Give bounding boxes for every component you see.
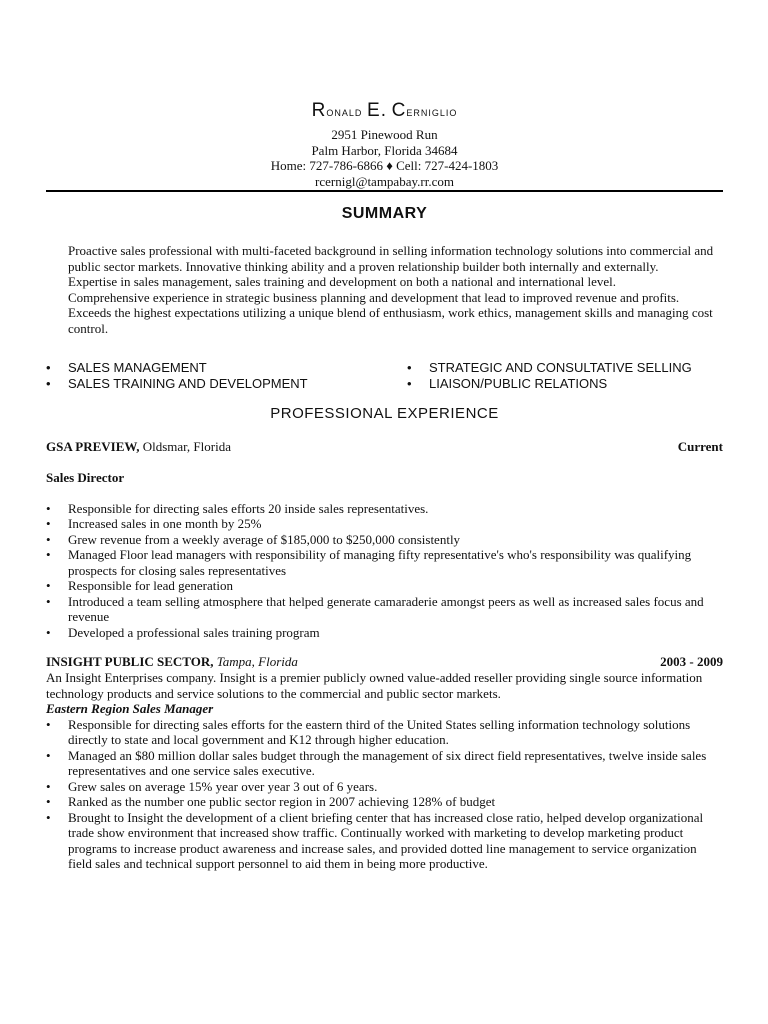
skill-item: • LIAISON/PUBLIC RELATIONS <box>407 376 692 392</box>
job-bullet: • Ranked as the number one public sector region in 2007 achieving 128% of budget <box>46 794 723 810</box>
candidate-name: Ronald E. Cerniglio <box>311 100 458 121</box>
job-bullet: • Developed a professional sales training program <box>46 625 723 641</box>
job-entry-gsa <box>46 439 723 640</box>
phone-line: Home: 727-786-6866 ♦ Cell: 727-424-1803 <box>270 158 499 173</box>
email-line: rcernigl@tampabay.rr.com <box>315 173 454 189</box>
skill-item: • SALES MANAGEMENT <box>46 360 308 376</box>
job-bullet: • Grew sales on average 15% year over year 3 out of 6 years. <box>46 779 723 795</box>
job-bullets <box>46 501 723 641</box>
job-header <box>46 439 723 455</box>
job-title: Eastern Region Sales Manager <box>46 701 214 716</box>
header-divider <box>46 190 723 192</box>
job-entry-insight <box>46 654 723 872</box>
job-bullet: • Introduced a team selling atmosphere that helped generate camaraderie amongst peers as well as increased sales focus and revenue <box>46 594 723 625</box>
company-name: INSIGHT PUBLIC SECTOR, <box>46 654 214 669</box>
summary-paragraph: Proactive sales professional with multi-faceted background in selling information technology solutions into commercial and public sector markets. Innovative thinking ability and a proven relationship builder both internally and externally. <box>68 243 714 274</box>
experience-heading: PROFESSIONAL EXPERIENCE <box>270 405 499 422</box>
address-line-1: 2951 Pinewood Run <box>331 127 438 142</box>
job-bullet: • Grew revenue from a weekly average of $185,000 to $250,000 consistently <box>46 532 723 548</box>
skill-item: • SALES TRAINING AND DEVELOPMENT <box>46 376 308 392</box>
job-bullet: • Responsible for directing sales efforts for the eastern third of the United States selling information technology solutions directly to state and local government and K12 through higher education. <box>46 717 723 748</box>
company-location: Tampa, Florida <box>216 654 298 669</box>
job-bullet: • Managed Floor lead managers with responsibility of managing fifty representative's who's responsibility was qualifying prospects for closing sales representatives <box>46 547 723 578</box>
job-header <box>46 654 723 670</box>
summary-paragraph: Expertise in sales management, sales training and development on both a national and international level. <box>68 274 616 289</box>
job-title: Sales Director <box>46 470 125 485</box>
company-location: Oldsmar, Florida <box>142 439 231 454</box>
job-bullet: • Brought to Insight the development of a client briefing center that has increased close ratio, helped develop organizational trade show environment that increased show traffic. Continually worked with marketing to develop marketing product programs to increase product awareness and increase sales, and provided dotted line management to service organization field sales and technical support personnel to aid them in being more productive. <box>46 810 723 872</box>
job-dates: 2003 - 2009 <box>660 654 723 669</box>
job-bullet: • Increased sales in one month by 25% <box>46 516 723 532</box>
summary-section <box>68 243 723 336</box>
address-line-2: Palm Harbor, Florida 34684 <box>311 142 458 158</box>
skill-item: • STRATEGIC AND CONSULTATIVE SELLING <box>407 360 692 376</box>
summary-paragraph: Comprehensive experience in strategic business planning and development that lead to improved revenue and profits. <box>68 289 680 305</box>
company-name: GSA PREVIEW, <box>46 439 140 454</box>
summary-heading: SUMMARY <box>341 205 428 222</box>
job-bullet: • Responsible for directing sales efforts 20 inside sales representatives. <box>46 501 723 517</box>
summary-paragraph: Exceeds the highest expectations utilizing a unique blend of enthusiasm, work ethics, management skills and managing cost control. <box>68 305 713 336</box>
job-dates: Current <box>677 439 723 454</box>
job-bullets <box>46 717 723 872</box>
job-bullet: • Managed an $80 million dollar sales budget through the management of six direct field representatives, twelve inside sales representatives and one service sales executive. <box>46 748 723 779</box>
company-description: An Insight Enterprises company. Insight is a premier publicly owned value-added reseller providing single source information technology products and service solutions to the commercial and public sector markets. <box>46 670 703 701</box>
job-bullet: • Responsible for lead generation <box>46 578 723 594</box>
contact-block <box>46 127 723 189</box>
